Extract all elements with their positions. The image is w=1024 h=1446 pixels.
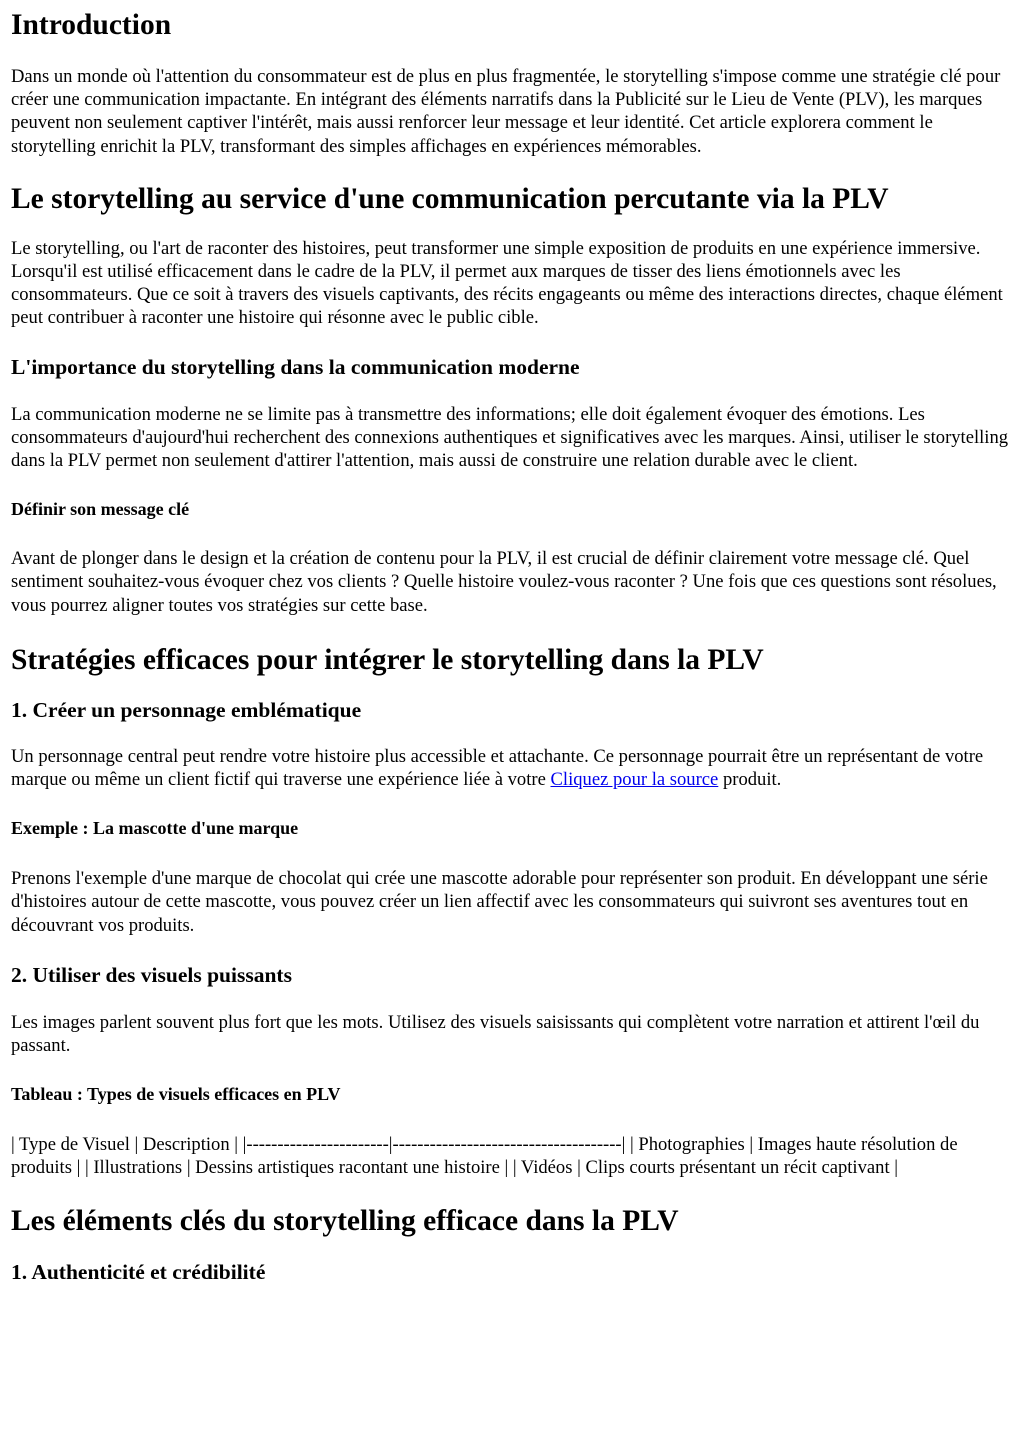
paragraph-exemple-mascotte: Prenons l'exemple d'une marque de chocolat qui crée une mascotte adorable pour représenter son produit. En développant une série d'histoires autour de cette mascotte, vous pouvez créer un lien affectif avec les consommateurs qui suivront ses aventures tout en découvrant vos produits. [11, 868, 988, 936]
heading-strategies: Stratégies efficaces pour intégrer le storytelling dans la PLV [11, 643, 764, 676]
heading-message-cle: Définir son message clé [11, 499, 190, 520]
heading-exemple-mascotte: Exemple : La mascotte d'une marque [11, 818, 299, 839]
paragraph-visuels: Les images parlent souvent plus fort que les mots. Utilisez des visuels saisissants qui complètent votre narration et attirent l'œil du passant. [11, 1011, 980, 1057]
heading-personnage: 1. Créer un personnage emblématique [11, 697, 362, 722]
heading-elements-cles: Les éléments clés du storytelling efficace dans la PLV [11, 1204, 679, 1237]
heading-introduction: Introduction [11, 9, 172, 41]
paragraph-importance: La communication moderne ne se limite pas à transmettre des informations; elle doit également évoquer des émotions. Les consommateurs d'aujourd'hui recherchent des connexions authentiques et significatives avec les marques. Ainsi, utiliser le storytelling dans la PLV permet non seulement d'attirer l'attention, mais aussi de construire une relation durable avec le client. [11, 403, 1009, 472]
paragraph-personnage [11, 745, 1013, 791]
heading-importance: L'importance du storytelling dans la communication moderne [11, 354, 580, 379]
source-link[interactable]: Cliquez pour la source [550, 769, 719, 791]
table-raw-text: | Type de Visuel | Description | |-----------------------|-------------------------------------| | Photographies | Images haute résolution de produits | | Illustrations | Dessins artistiques racontant une histoire | | Vidéos | Clips courts présentant un récit captivant | [11, 1134, 958, 1179]
paragraph-personnage-end: produit. [718, 769, 782, 791]
heading-authenticite: 1. Authenticité et crédibilité [11, 1259, 266, 1284]
paragraph-personnage-text: Un personnage central peut rendre votre histoire plus accessible et attachante. Ce personnage pourrait être un représentant de votre marque ou même un client fictif qui traverse une expérience liée à votre [11, 745, 984, 791]
heading-tableau: Tableau : Types de visuels efficaces en PLV [11, 1084, 341, 1105]
paragraph-message-cle: Avant de plonger dans le design et la création de contenu pour la PLV, il est crucial de définir clairement votre message clé. Quel sentiment souhaitez-vous évoquer chez vos clients ? Quelle histoire voulez-vous raconter ? Une fois que ces questions sont résolues, vous pourrez aligner toutes vos stratégies sur cette base. [11, 548, 997, 616]
paragraph-introduction: Dans un monde où l'attention du consommateur est de plus en plus fragmentée, le storytelling s'impose comme une stratégie clé pour créer une communication impactante. En intégrant des éléments narratifs dans la Publicité sur le Lieu de Vente (PLV), les marques peuvent non seulement captiver l'intérêt, mais aussi renforcer leur message et leur identité. Cet article explorera comment le storytelling enrichit la PLV, transformant des simples affichages en expériences mémorables. [11, 66, 1001, 157]
paragraph-storytelling-service: Le storytelling, ou l'art de raconter des histoires, peut transformer une simple exposition de produits en une expérience immersive. Lorsqu'il est utilisé efficacement dans le cadre de la PLV, il permet aux marques de tisser des liens émotionnels avec les consommateurs. Que ce soit à travers des visuels captivants, des récits engageants ou même des interactions directes, chaque élément peut contribuer à raconter une histoire qui résonne avec le public cible. [11, 237, 1003, 329]
heading-storytelling-service: Le storytelling au service d'une communication percutante via la PLV [11, 182, 889, 215]
heading-visuels: 2. Utiliser des visuels puissants [11, 962, 292, 987]
